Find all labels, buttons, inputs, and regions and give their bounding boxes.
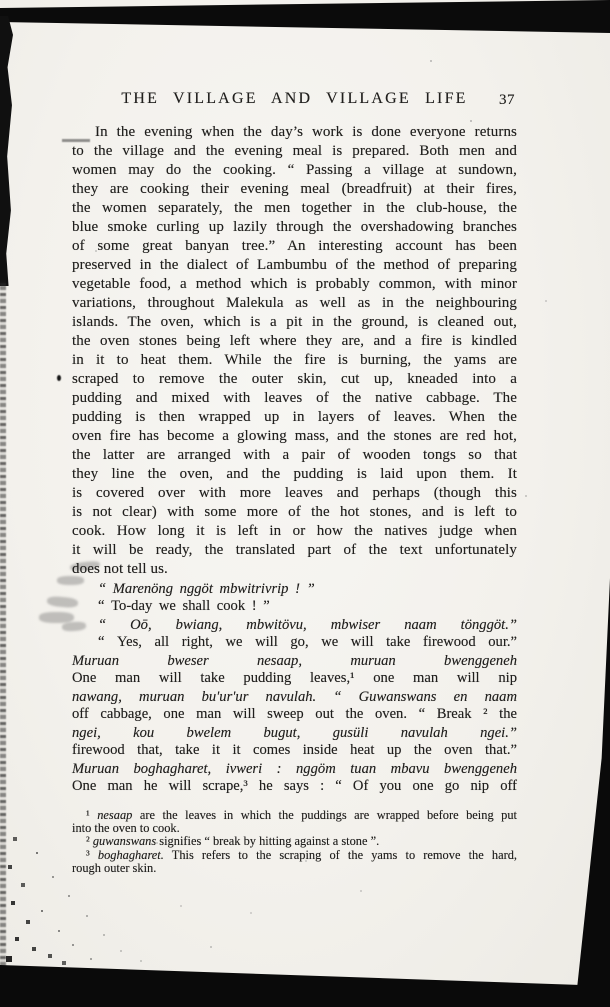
footnote (72, 809, 517, 835)
footnote (72, 849, 517, 875)
body-line: scraped to remove the outer skin, cut up, kneaded into a (72, 371, 517, 387)
interlinear-gloss-block (72, 581, 517, 795)
body-paragraph (72, 123, 517, 579)
body-line: islands. The oven, which is a pit in the ground, is cleaned out, (72, 314, 517, 330)
scan-edge-left-lower (0, 280, 6, 975)
gloss-english-line: “ Yes, all right, we will go, we will take firewood our.” (98, 634, 517, 650)
gloss-english-line: off cabbage, one man will sweep out the oven. “ Break ² the (72, 706, 517, 722)
body-line: the oven stones being left where they are, and a fire is kindled (72, 333, 517, 349)
scan-edge-bottom (0, 957, 610, 1007)
gloss-pair (72, 725, 517, 759)
gloss-english-line: One man he will scrape,³ he says : “ Of you one go nip off (72, 778, 517, 794)
gloss-pair (72, 689, 517, 723)
footnote-term: guwanswans (92, 834, 157, 849)
footnote-term: nesaap (97, 808, 133, 822)
footnote-marker: ¹ (86, 808, 90, 822)
footnote-text: signifies “ break by hitting against a stone ”. (156, 834, 380, 849)
footnotes-block (72, 809, 517, 875)
body-line: variations, throughout Malekula as well as in the neighbouring (72, 295, 517, 311)
footnote-marker: ² (86, 834, 90, 849)
footnote-continuation: into the oven to cook. (72, 821, 180, 836)
body-line: in it to heat them. While the fire is burning, the yams are (72, 352, 517, 368)
body-line: of some great banyan tree.” An interesting account has been (72, 238, 517, 254)
page-content (72, 90, 517, 875)
body-line: pudding and mixed with leaves of the native cabbage. The (72, 390, 517, 406)
scan-edge-left (0, 16, 13, 286)
gloss-native-line: Muruan bweser nesaap, muruan bwenggeneh (72, 653, 517, 669)
ink-spot (57, 375, 61, 381)
footnote-text: are the leaves in which the puddings are wrapped before being put (132, 808, 517, 822)
gloss-native-line: “ Oō, bwiang, mbwitövu, mbwiser naam tönggöt.” (98, 617, 517, 633)
gloss-native-line: nawang, muruan bu'ur'ur navulah. “ Guwanswans en naam (72, 689, 517, 705)
body-line: to the village and the evening meal is prepared. Both men and (72, 143, 517, 159)
footnote-text: This refers to the scraping of the yams to remove the hard, (163, 847, 517, 862)
gloss-pair (72, 653, 517, 687)
body-line: it will be ready, the translated part of the text unfortunately (72, 542, 517, 558)
footnote-term: boghagharet. (97, 847, 164, 862)
footnote-first-line (72, 849, 517, 862)
page-number: 37 (499, 92, 515, 108)
footnote-continuation: rough outer skin. (72, 860, 157, 875)
body-line: In the evening when the day’s work is done everyone returns (95, 124, 517, 140)
gloss-native-line: ngei, kou bwelem bugut, gusüli navulah ngei.” (72, 725, 517, 741)
body-line: cook. How long it is left in or how the natives judge when (72, 523, 517, 539)
scan-edge-right (572, 578, 610, 1007)
body-line: women may do the cooking. “ Passing a village at sundown, (72, 162, 517, 178)
body-line: oven fire has become a glowing mass, and the stones are red hot, (72, 428, 517, 444)
gloss-english-line: One man will take pudding leaves,¹ one man will nip (72, 670, 517, 686)
footnote-marker: ³ (86, 847, 90, 862)
gloss-native-line: “ Marenöng nggöt mbwitrivrip ! ” (98, 581, 315, 597)
gloss-english-line: “ To-day we shall cook ! ” (98, 598, 270, 614)
body-line: they are cooking their evening meal (breadfruit) at their fires, (72, 181, 517, 197)
gloss-native-line: Muruan boghagharet, ivweri : nggöm tuan mbavu bwenggeneh (72, 761, 517, 777)
body-line: the women separately, the men together in the club-house, the (72, 200, 517, 216)
body-line: vegetable food, a method which is probably common, with minor (72, 276, 517, 292)
gloss-pair (72, 617, 517, 651)
scan-noise-speckles (0, 0, 2, 2)
gloss-pair (72, 581, 517, 615)
body-line: preserved in the dialect of Lambumbu of the method of preparing (72, 257, 517, 273)
gloss-english-line: firewood that, take it it comes inside heat up the oven that.” (72, 742, 517, 758)
body-line: the latter are arranged with a pair of wooden tongs so that (72, 447, 517, 463)
body-line: is covered over with more leaves and perhaps (though this (72, 485, 517, 501)
chapter-title: THE VILLAGE AND VILLAGE LIFE (121, 90, 468, 107)
gloss-pair (72, 761, 517, 795)
scan-edge-top (0, 0, 610, 40)
body-line: they line the oven, and the pudding is laid upon them. It (72, 466, 517, 482)
body-line: blue smoke curling up lazily through the overshadowing branches (72, 219, 517, 235)
body-line: is not clear) with some more of the hot stones, and is left to (72, 504, 517, 520)
body-line: does not tell us. (72, 561, 168, 577)
running-header (72, 90, 517, 112)
body-line: pudding is then wrapped up in layers of leaves. When the (72, 409, 517, 425)
